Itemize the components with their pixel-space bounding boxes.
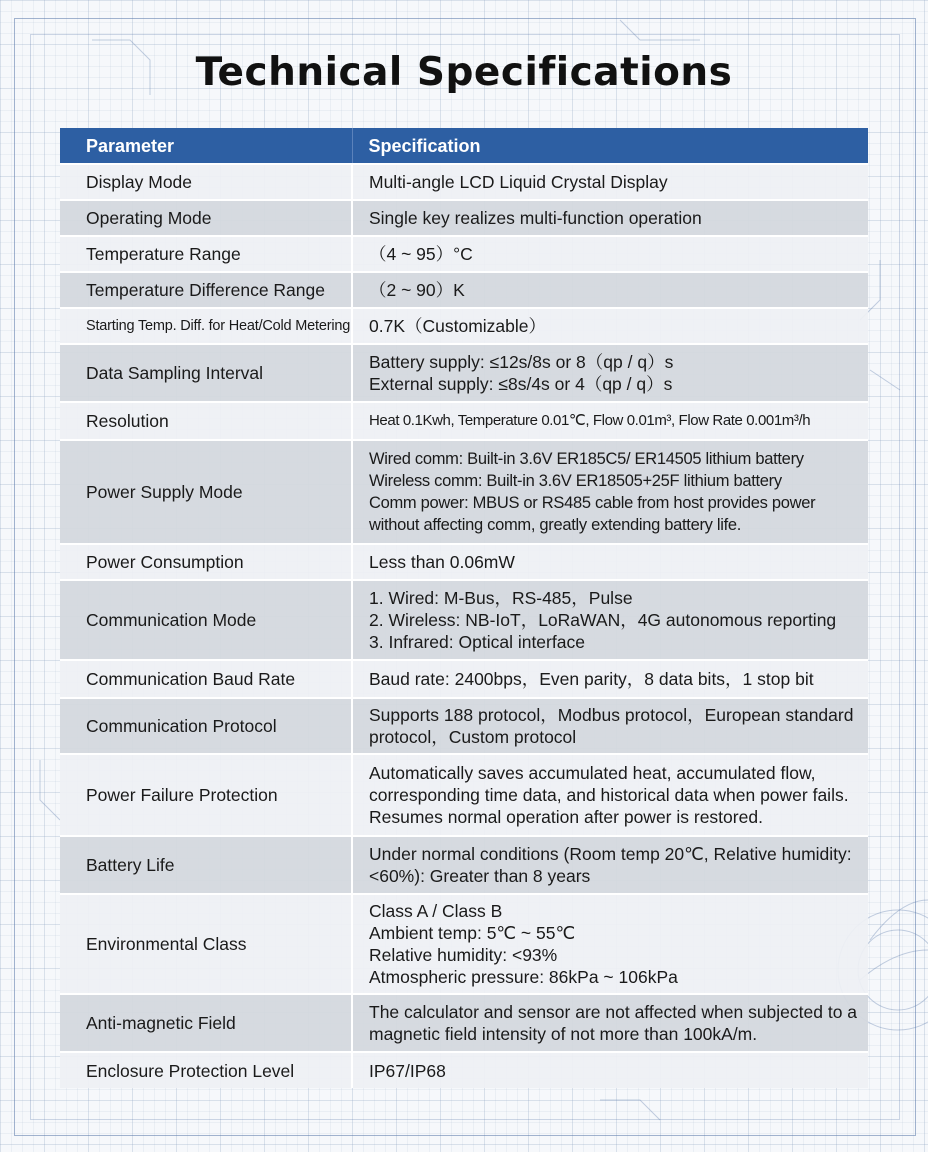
table-row [60,1052,868,1088]
row-parameter: Operating Mode [60,200,352,236]
row-parameter: Power Failure Protection [60,754,352,836]
row-parameter: Power Supply Mode [60,440,352,544]
row-parameter: Communication Baud Rate [60,660,352,698]
table-row [60,200,868,236]
table-row [60,236,868,272]
table-row [60,836,868,894]
row-specification: Single key realizes multi-function operation [352,200,868,236]
table-row [60,402,868,440]
header-specification: Specification [352,128,868,164]
row-specification: 0.7K（Customizable） [352,308,868,344]
row-parameter: Enclosure Protection Level [60,1052,352,1088]
row-specification: Under normal conditions (Room temp 20℃, Relative humidity: <60%): Greater than 8 years [352,836,868,894]
table-row [60,894,868,994]
row-specification: Wired comm: Built-in 3.6V ER185C5/ ER14505 lithium battery Wireless comm: Built-in 3.6V ER18505+25F lithium battery Comm power: MBUS or RS485 cable from host provides power without affecting comm, greatly extending battery life. [352,440,868,544]
table-row [60,440,868,544]
row-specification: 1. Wired: M-Bus，RS-485，Pulse 2. Wireless: NB-IoT，LoRaWAN，4G autonomous reporting 3. Infrared: Optical interface [352,580,868,660]
table-header-row [60,128,868,164]
row-parameter: Display Mode [60,164,352,200]
row-parameter: Resolution [60,402,352,440]
row-specification: （4 ~ 95）°C [352,236,868,272]
table-row [60,994,868,1052]
page-title: Technical Specifications [195,50,733,95]
row-parameter: Temperature Difference Range [60,272,352,308]
table-row [60,272,868,308]
row-parameter: Environmental Class [60,894,352,994]
row-specification: Supports 188 protocol，Modbus protocol，European standard protocol，Custom protocol [352,698,868,754]
spec-table [60,128,868,1088]
row-parameter: Battery Life [60,836,352,894]
table-row [60,544,868,580]
row-specification: （2 ~ 90）K [352,272,868,308]
row-parameter: Communication Mode [60,580,352,660]
table-row [60,698,868,754]
row-specification: Less than 0.06mW [352,544,868,580]
row-specification: Baud rate: 2400bps，Even parity，8 data bits，1 stop bit [352,660,868,698]
row-specification: Automatically saves accumulated heat, accumulated flow, corresponding time data, and historical data when power fails. Resumes normal operation after power is restored. [352,754,868,836]
row-specification: IP67/IP68 [352,1052,868,1088]
row-parameter: Data Sampling Interval [60,344,352,402]
table-row [60,660,868,698]
row-parameter: Temperature Range [60,236,352,272]
row-parameter: Anti-magnetic Field [60,994,352,1052]
row-specification: Heat 0.1Kwh, Temperature 0.01℃, Flow 0.01m³, Flow Rate 0.001m³/h [352,402,868,440]
row-specification: Battery supply: ≤12s/8s or 8（qp / q）s External supply: ≤8s/4s or 4（qp / q）s [352,344,868,402]
row-parameter: Starting Temp. Diff. for Heat/Cold Metering [60,308,352,344]
row-specification: Multi-angle LCD Liquid Crystal Display [352,164,868,200]
table-row [60,164,868,200]
row-specification: The calculator and sensor are not affected when subjected to a magnetic field intensity of not more than 100kA/m. [352,994,868,1052]
row-parameter: Power Consumption [60,544,352,580]
table-row [60,580,868,660]
header-parameter: Parameter [60,128,352,164]
table-row [60,344,868,402]
row-specification: Class A / Class B Ambient temp: 5℃ ~ 55℃ Relative humidity: <93% Atmospheric pressure: 86kPa ~ 106kPa [352,894,868,994]
row-parameter: Communication Protocol [60,698,352,754]
table-row [60,754,868,836]
table-row [60,308,868,344]
